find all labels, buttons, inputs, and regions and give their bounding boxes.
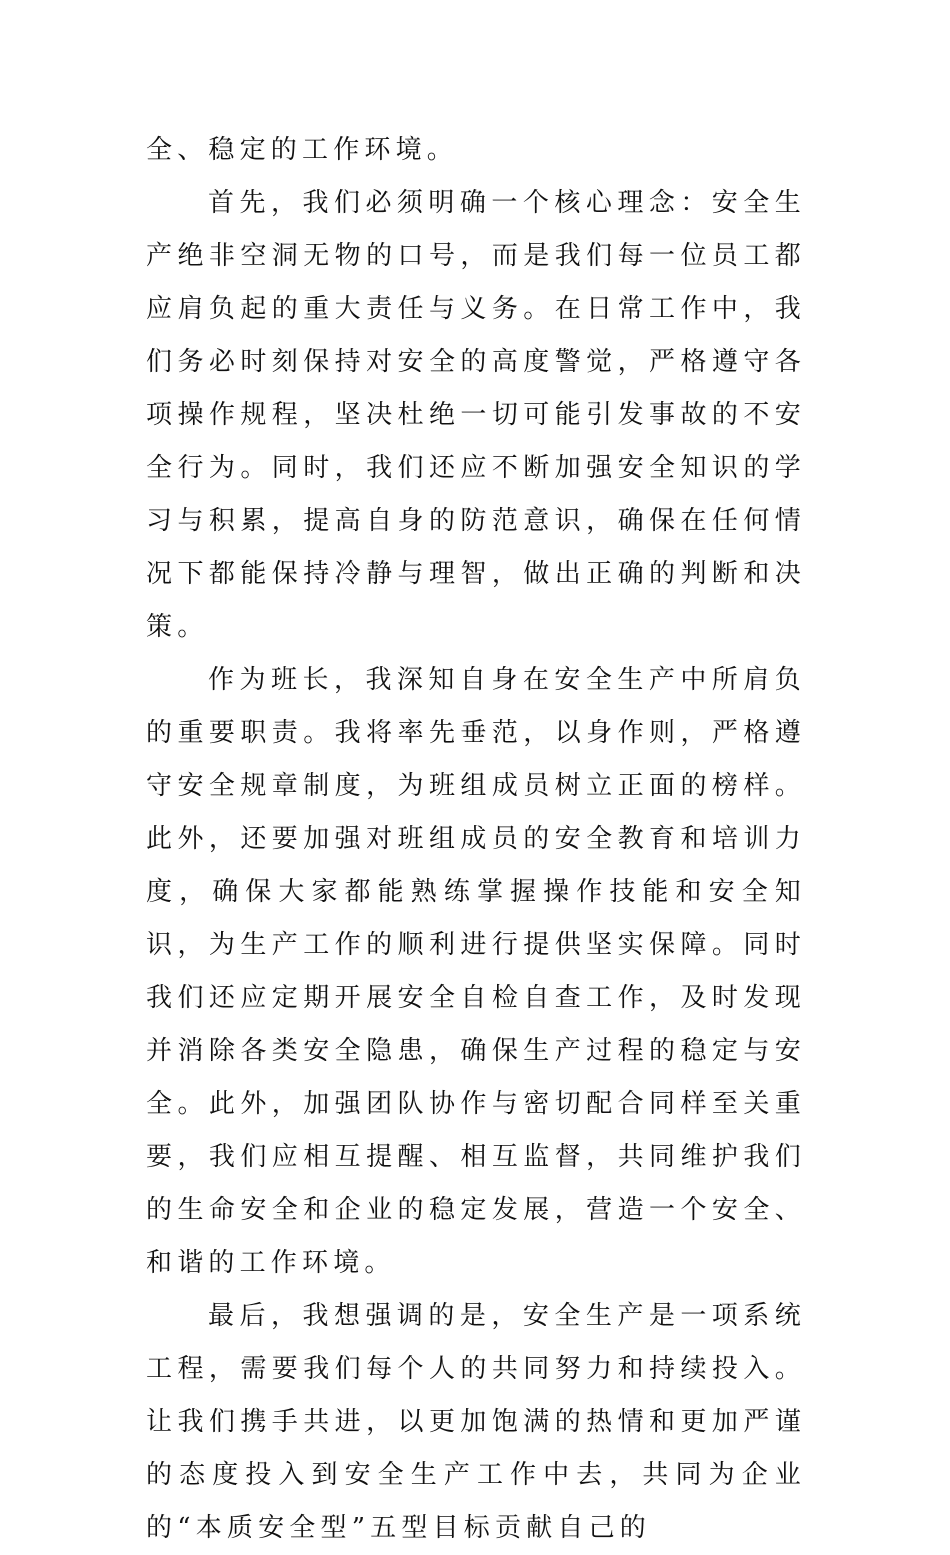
paragraph-core-principle: 首先，我们必须明确一个核心理念：安全生产绝非空洞无物的口号，而是我们每一位员工都应肩负起的重大责任与义务。在日常工作中，我们务必时刻保持对安全的高度警觉，严格遵守各项操作规程，坚决杜绝一切可能引发事故的不安全行为。同时，我们还应不断加强安全知识的学习与积累，提高自身的防范意识，确保在任何情况下都能保持冷静与理智，做出正确的判断和决策。 [146,188,806,642]
paragraph-team-leader-duties: 作为班长，我深知自身在安全生产中所肩负的重要职责。我将率先垂范，以身作则，严格遵守安全规章制度，为班组成员树立正面的榜样。此外，还要加强对班组成员的安全教育和培训力度，确保大家都能熟练掌握操作技能和安全知识，为生产工作的顺利进行提供坚实保障。同时我们还应定期开展安全自检自查工作，及时发现并消除各类安全隐患，确保生产过程的稳定与安全。此外，加强团队协作与密切配合同样至关重要，我们应相互提醒、相互监督，共同维护我们的生命安全和企业的稳定发展，营造一个安全、和谐的工作环境。 [146,665,806,1278]
paragraph-continuation: 全、稳定的工作环境。 [146,135,459,165]
paragraph-conclusion: 最后，我想强调的是，安全生产是一项系统工程，需要我们每个人的共同努力和持续投入。让我们携手共进，以更加饱满的热情和更加严谨的态度投入到安全生产工作中去，共同为企业的“本质安全型”五型目标贡献自己的 [146,1301,806,1543]
document-body [146,124,806,1555]
